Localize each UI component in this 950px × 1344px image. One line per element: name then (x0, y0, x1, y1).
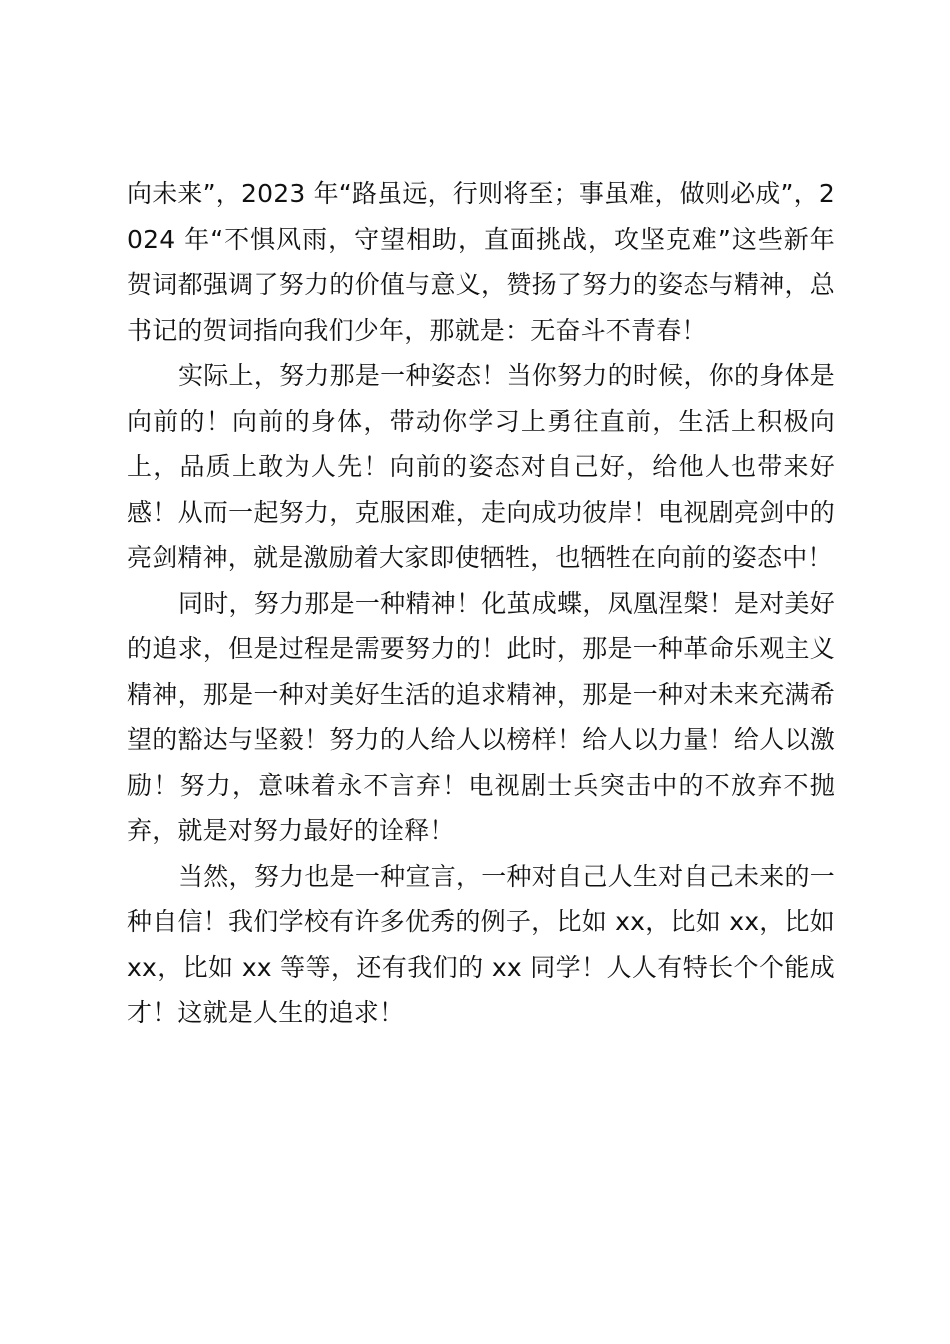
paragraph-3: 同时，努力那是一种精神！化茧成蝶，凤凰涅槃！是对美好的追求，但是过程是需要努力的！此时，那是一种革命乐观主义精神，那是一种对美好生活的追求精神，那是一种对未来充满希望的豁达与坚毅！努力的人给人以榜样！给人以力量！给人以激励！努力，意味着永不言弃！电视剧士兵突击中的不放弃不抛弃，就是对努力最好的诠释！ (127, 588, 835, 845)
document-body (127, 171, 835, 1036)
paragraph-4: 当然，努力也是一种宣言，一种对自己人生对自己未来的一种自信！我们学校有许多优秀的例子，比如 xx，比如 xx，比如 xx，比如 xx 等等，还有我们的 xx 同学！人人有特长个个能成才！这就是人生的追求！ (127, 861, 835, 1027)
paragraph-1: 向未来”，2023 年“路虽远，行则将至；事虽难，做则必成”，2024 年“不惧风雨，守望相助，直面挑战，攻坚克难”这些新年贺词都强调了努力的价值与意义，赞扬了努力的姿态与精神，总书记的贺词指向我们少年，那就是：无奋斗不青春！ (127, 179, 835, 345)
paragraph-2: 实际上，努力那是一种姿态！当你努力的时候，你的身体是向前的！向前的身体，带动你学习上勇往直前，生活上积极向上，品质上敢为人先！向前的姿态对自己好，给他人也带来好感！从而一起努力，克服困难，走向成功彼岸！电视剧亮剑中的亮剑精神，就是激励着大家即使牺牲，也牺牲在向前的姿态中！ (127, 361, 835, 572)
